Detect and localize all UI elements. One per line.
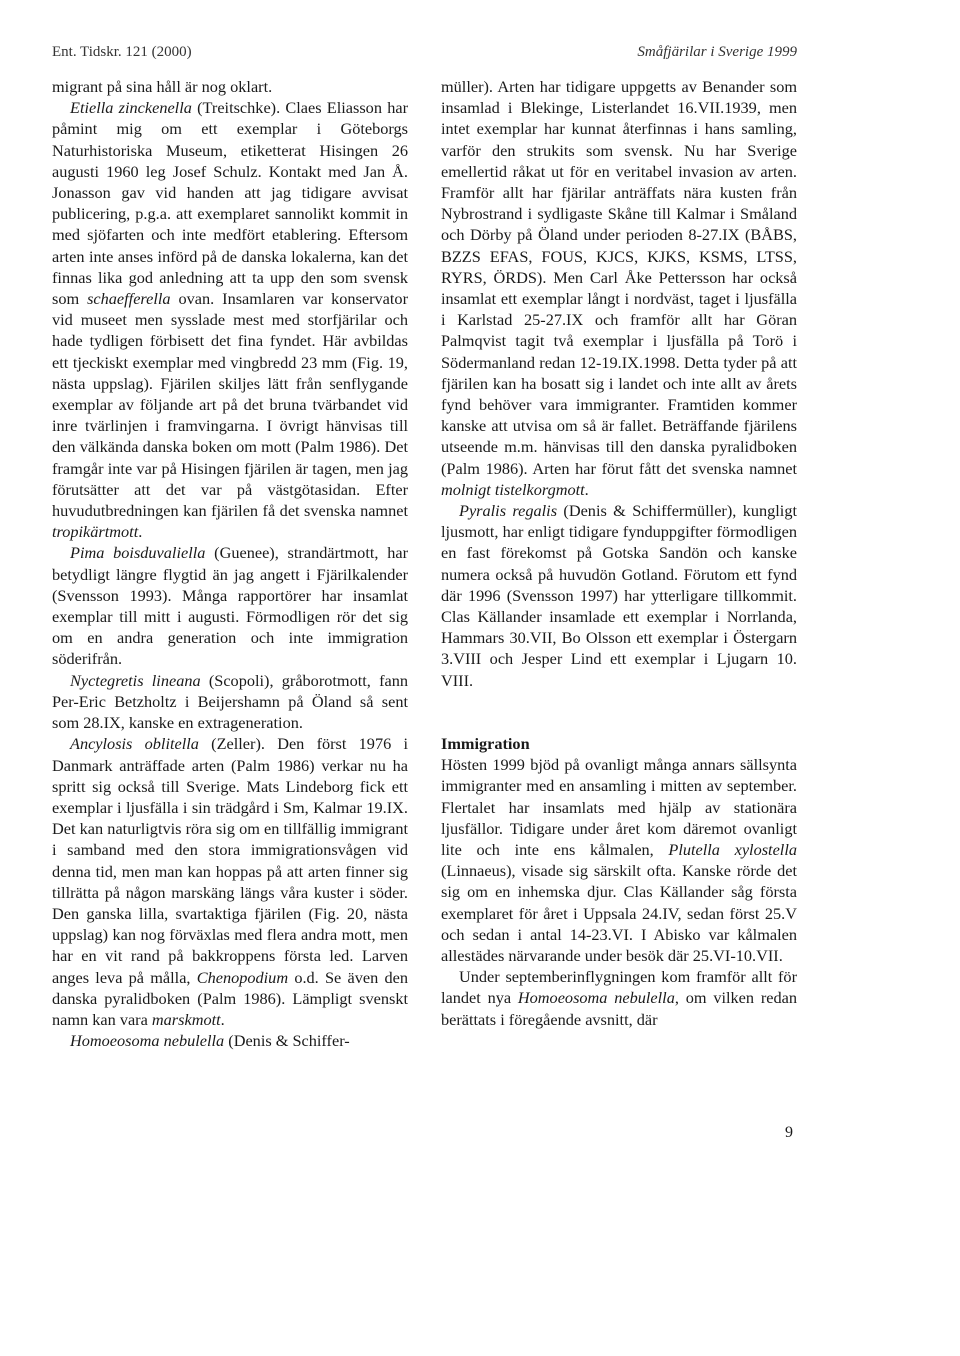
italic-term: Homoeosoma nebulella <box>517 988 675 1008</box>
text-run: . <box>138 522 143 542</box>
running-head-right: Småfjärilar i Sverige 1999 <box>637 44 797 60</box>
italic-term: marskmott <box>151 1009 221 1029</box>
left-column <box>52 76 408 1051</box>
text-run: (Scopoli), gråborotmott, fann Per-Eric Betzholtz i Beijershamn på Öland så sent som 28.IX, kanske en extrageneration. <box>52 670 408 733</box>
text-run: (Linnaeus), visade sig särskilt ofta. Kanske rörde det sig om en inhemska djur. Clas Källander såg första exemplaret för året i Uppsala 24.IV, sedan först 25.V och sedan i antal 14-23.VI. I Abisko var kålmalen allestädes närvarande under besök där 25.VI-10.VII. <box>441 861 797 965</box>
text-run: (Zeller). Den först 1976 i Danmark anträffade arten (Palm 1986) verkar nu ha spritt sig också till Sverige. Mats Lindeborg fick ett exemplar i ljusfälla i sin trädgård i Sm, Kalmar 19.IX. Det kan naturligtvis röra sig om en tillfällig immigrant i samband med den stora immigrationsvågen vid denna tid, men man kan hoppas på att arten finner sig tillrätta på någon marskäng längs våra kuster i söder. Den ganska lilla, svartaktiga fjärilen (Fig. 20, nästa uppslag) kan nog förväxlas med flera andra mott, men har en vit rand på bakkroppens första led. Larven anges leva på målla, <box>52 734 409 987</box>
paragraph <box>441 966 797 1030</box>
italic-term: Pima boisduvaliella <box>70 543 206 563</box>
page-number: 9 <box>785 1124 793 1141</box>
text-run: . <box>584 479 589 499</box>
paragraph <box>52 733 408 1030</box>
paragraph <box>52 670 408 734</box>
italic-term: Etiella zinckenella <box>70 98 192 118</box>
italic-term: Plutella xylostella <box>668 839 797 859</box>
italic-term: schaefferella <box>87 289 171 309</box>
italic-term: Pyralis regalis <box>459 501 558 521</box>
text-run: , om vilken redan berättats i föregående avsnitt, där <box>441 988 797 1029</box>
text-run: (Treitschke). Claes Eliasson har påmint mig om ett exemplar i Göteborgs Naturhistoriska Museum, etiketterat Hisingen 26 augusti 1960 leg Josef Schulz. Kontakt med Jan Å. Jonasson gav vid handen att jag tidigare avvisat publicering, p.g.a. att exemplaret sannolikt kommit in med sjöfarten och inte medfört etablering. Eftersom arten inte anses införd på de danska lokalerna, kan det finnas lika god anledning att ta upp den som svensk som <box>52 98 408 309</box>
italic-term: tropikärtmott <box>52 522 139 542</box>
text-run: o.d. Se även den danska pyralidboken (Palm 1986). Lämpligt svenskt namn kan vara <box>52 967 408 1029</box>
paragraph <box>52 97 408 542</box>
italic-term: Nyctegretis lineana <box>70 670 201 690</box>
paragraph <box>52 76 408 97</box>
section-heading: Immigration <box>441 733 530 753</box>
text-run: (Guenee), strandärtmott, har betydligt längre flygtid än jag angett i Fjärilkalender (Svensson 1993). Många rapportörer har insamlat exemplar till mitt i augusti. Förmodligen rör det sig om en andra generation och inte immigration söderifrån. <box>52 543 409 669</box>
text-run: Hösten 1999 bjöd på ovanligt många annars sällsynta immigranter med en ansamling i mitten av september. Flertalet har insamlats med hjälp av stationära ljusfällor. Tidigare under året kom däremot ovanligt lite och inte ens kålmalen, <box>441 755 797 859</box>
text-run: Under septemberinflygningen kom framför allt för landet nya <box>441 967 797 1008</box>
running-head-left: Ent. Tidskr. 121 (2000) <box>52 44 192 60</box>
text-run: ovan. Insamlaren var konservator vid museet men sysslade mest med storfjärilar och hade tydligen förbisett det fina fyndet. Här avbildas ett tjeckiskt exemplar med vingbredd 23 mm (Fig. 19, nästa uppslag). Fjärilen skiljes lätt från senflygande exemplar av följande art på det bruna tvärbandet vid inre tvärlinjen i framvingarna. I övrigt hänvisas till den välkända danska boken om mott (Palm 1986). Det framgår inte var på Hisingen fjärilen är tagen, men jag förutsätter att det var på västgötasidan. Efter huvudutbredningen kan fjärilen få det svenska namnet <box>52 289 408 521</box>
text-run: müller). Arten har tidigare uppgetts av Benander som insamlad i Blekinge, Listerlandet 16.VII.1939, men intet exemplar har kunnat återfinnas i hans samling, varför den strukits som svensk. Nu har Sverige emellertid råkat ut för en veritabel invasion av arten. Framför allt har fjärilar anträffats nära kusten från Nybrostrand i sydligaste Skåne till Kalmar i Småland och Dörby på Öland under perioden 8-27.IX (BÅBS, BZZS EFAS, FOUS, KJCS, KJKS, KSMS, LTSS, RYRS, ÖRDS). Men Carl Åke Pettersson har också insamlat ett exemplar långt i nordväst, taget i ljusfälla i Karlstad 25-27.IX och framför allt har Göran Palmqvist tagit två exemplar i ljusfälla på Torö i Södermanland redan 12-19.IX.1998. Detta tyder på att fjärilen kan ha bosatt sig i landet och inte allt av årets fynd behöver vara immigranter. Framtiden kommer kanske att utvisa om så är fallet. Beträffande fjärilens utseende m.m. hänvisas till den danska pyralidboken (Palm 1986). Arten har förut fått det svenska namnet <box>441 77 797 478</box>
italic-term: Ancylosis oblitella <box>70 734 199 754</box>
right-column-top <box>441 76 797 691</box>
text-run: (Denis & Schiffer- <box>224 1031 350 1051</box>
paragraph <box>441 500 797 691</box>
italic-term: Chenopodium <box>196 967 289 987</box>
text-run: migrant på sina håll är nog oklart. <box>52 77 273 96</box>
italic-term: molnigt tistelkorgmott <box>441 479 585 499</box>
italic-term: Homoeosoma nebulella <box>70 1031 225 1051</box>
right-column <box>441 76 797 1030</box>
text-run: (Denis & Schiffermüller), kungligt ljusmott, har enligt tidigare fynduppgifter förmodligen en fast förekomst på Gotska Sandön och kanske numera också på huvudön Gotland. Förutom ett fynd där 1996 (Svensson 1997) har ytterligare tillkommit. Clas Källander insamlade ett exemplar i Norrlanda, Hammars 30.VII, Bo Olsson ett exemplar i Östergarn 3.VIII och Jesper Lind ett exemplar i Ljugarn 10. VIII. <box>441 501 797 690</box>
paragraph <box>441 76 797 500</box>
paragraph <box>52 1030 408 1051</box>
right-column-bottom <box>441 754 797 1030</box>
paragraph <box>441 754 797 966</box>
text-run: . <box>220 1009 225 1029</box>
paragraph <box>52 542 408 669</box>
